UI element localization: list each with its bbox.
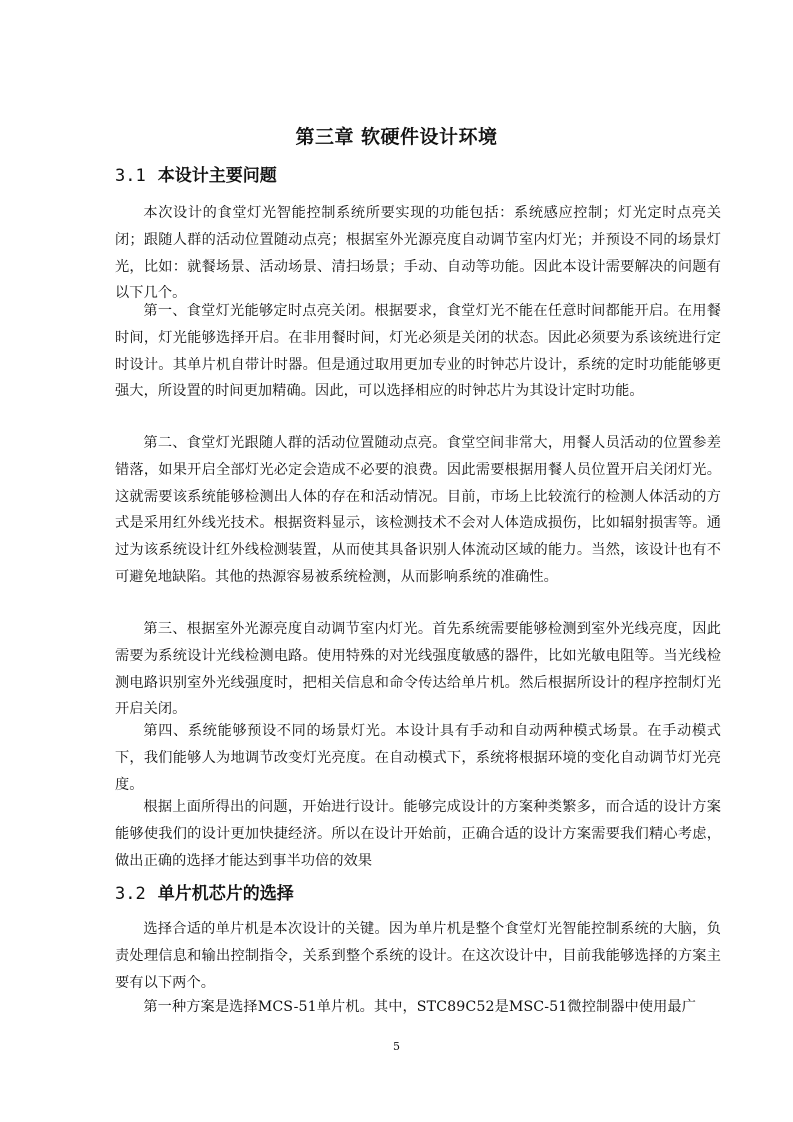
page-number: 5 (393, 1040, 400, 1053)
paragraph: 第一、食堂灯光能够定时点亮关闭。根据要求，食堂灯光不能在任意时间都能开启。在用餐时间，灯光能够选择开启。在非用餐时间，灯光必须是关闭的状态。因此必须要为系该统进行定时设计。其单片机自带计时器。但是通过取用更加专业的时钟芯片设计，系统的定时功能能够更强大，所设置的时间更加精确。因此，可以选择相应的时钟芯片为其设计定时功能。 (115, 303, 721, 400)
paragraph: 第二、食堂灯光跟随人群的活动位置随动点亮。食堂空间非常大，用餐人员活动的位置参差错落，如果开启全部灯光必定会造成不必要的浪费。因此需要根据用餐人员位置开启关闭灯光。这就需要该系统能够检测出人体的存在和活动情况。目前，市场上比较流行的检测人体活动的方式是采用红外线光技术。根据资料显示，该检测技术不会对人体造成损伤，比如辐射损害等。通过为该系统设计红外线检测装置，从而使其具备识别人体流动区域的能力。当然，该设计也有不可避免地缺陷。其他的热源容易被系统检测，从而影响系统的准确性。 (115, 435, 721, 585)
paragraph: 本次设计的食堂灯光智能控制系统所要实现的功能包括：系统感应控制；灯光定时点亮关闭；跟随人群的活动位置随动点亮；根据室外光源亮度自动调节室内灯光；并预设不同的场景灯光，比如：就餐场景、活动场景、清扫场景；手动、自动等功能。因此本设计需要解决的问题有以下几个。 (115, 205, 721, 302)
paragraph: 选择合适的单片机是本次设计的关键。因为单片机是整个食堂灯光智能控制系统的大脑，负责处理信息和输出控制指令，关系到整个系统的设计。在这次设计中，目前我能够选择的方案主要有以下两个。 (115, 921, 721, 991)
section-heading-3-1 (115, 164, 277, 188)
paragraph: 第三、根据室外光源亮度自动调节室内灯光。首先系统需要能够检测到室外光线亮度，因此需要为系统设计光线检测电路。使用特殊的对光线强度敏感的器件，比如光敏电阻等。当光线检测电路识别室外光线强度时，把相关信息和命令传达给单片机。然后根据所设计的程序控制灯光开启关闭。 (115, 621, 721, 718)
section-heading-3-2 (115, 882, 294, 906)
section-number: 3.2 (115, 884, 146, 904)
section-title: 单片机芯片的选择 (157, 884, 294, 904)
chapter-title: 第三章 软硬件设计环境 (295, 126, 498, 148)
section-number: 3.1 (115, 166, 146, 186)
section-title: 本设计主要问题 (157, 166, 277, 186)
paragraph: 第一种方案是选择MCS-51单片机。其中，STC89C52是MSC-51微控制器中使用最广 (143, 999, 696, 1015)
paragraph: 根据上面所得出的问题，开始进行设计。能够完成设计的方案种类繁多，而合适的设计方案能够使我们的设计更加快捷经济。所以在设计开始前，正确合适的设计方案需要我们精心考虑，做出正确的选择才能达到事半功倍的效果 (115, 799, 721, 869)
paragraph: 第四、系统能够预设不同的场景灯光。本设计具有手动和自动两种模式场景。在手动模式下，我们能够人为地调节改变灯光亮度。在自动模式下，系统将根据环境的变化自动调节灯光亮度。 (115, 723, 721, 793)
